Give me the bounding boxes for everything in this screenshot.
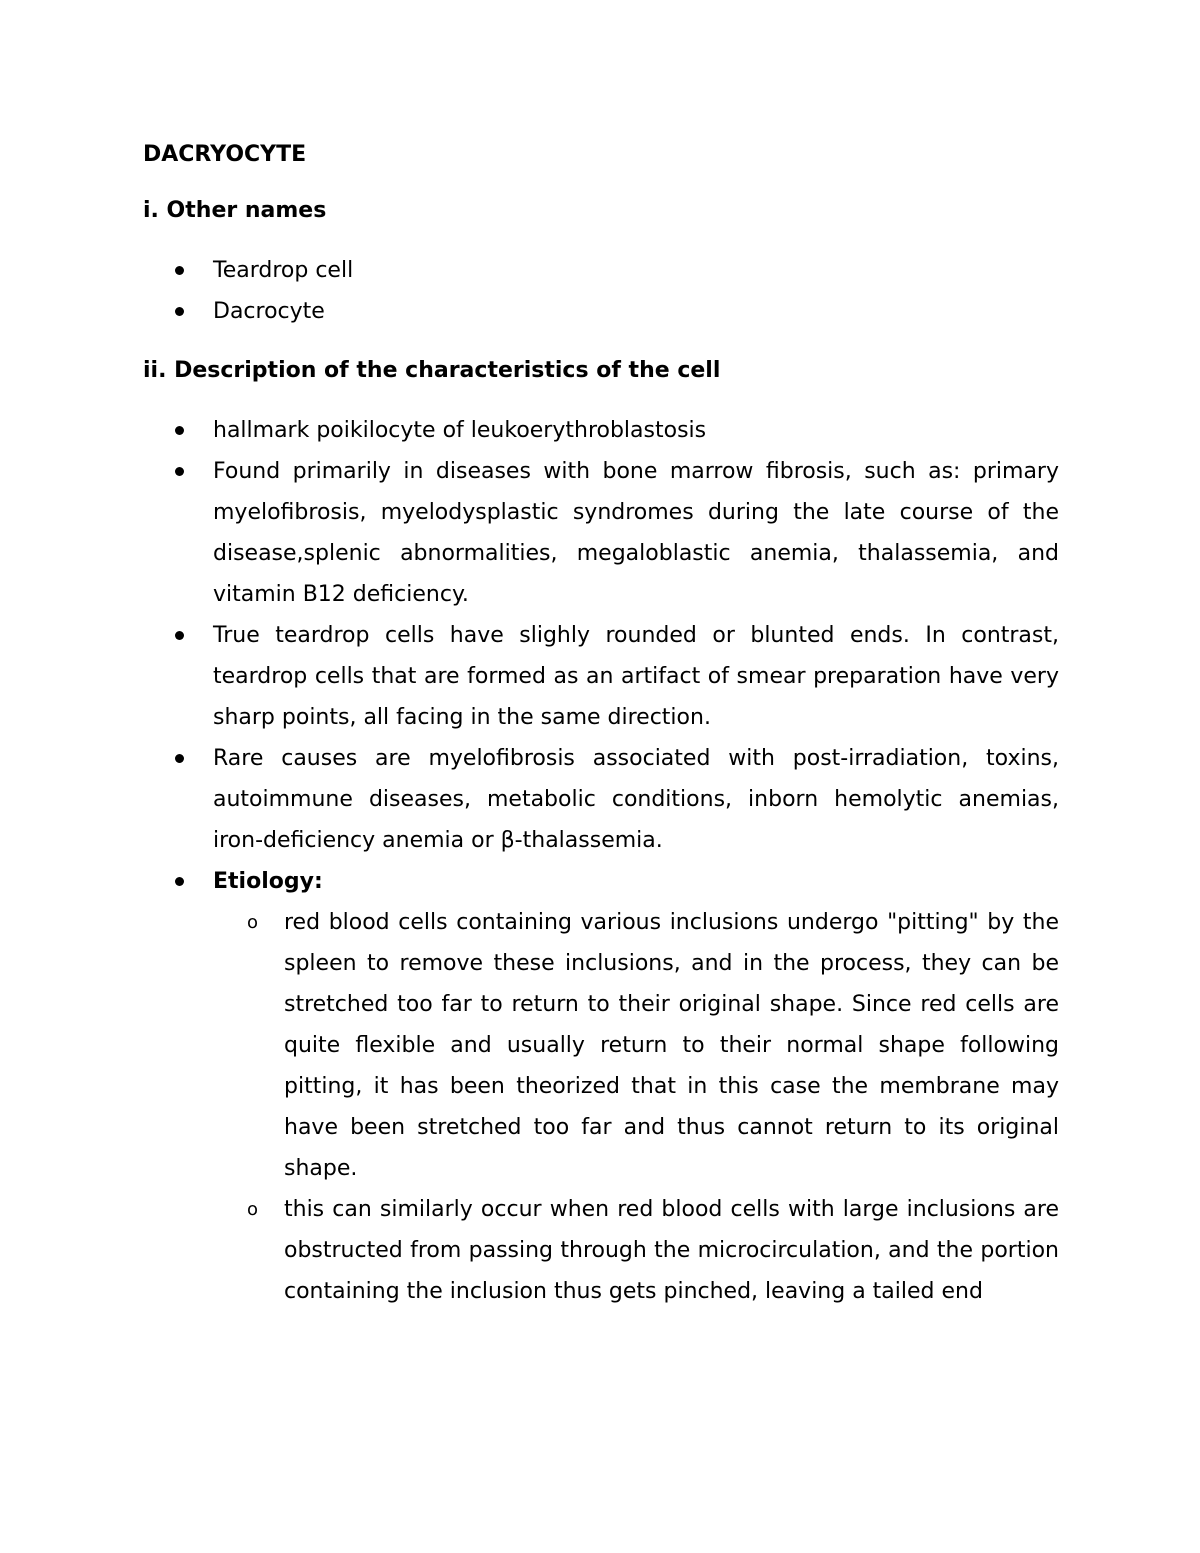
document-page <box>143 138 1059 1334</box>
circle-bullet-icon: o <box>247 1199 259 1220</box>
list-item-text: hallmark poikilocyte of leukoerythroblastosis <box>213 418 707 443</box>
list-item <box>143 410 1059 451</box>
list-item <box>143 250 1059 291</box>
sub-list-item <box>213 1189 1059 1312</box>
section-heading-description: ii. Description of the characteristics of the cell <box>143 358 721 383</box>
circle-bullet-icon: o <box>247 912 259 933</box>
sub-list-item-text: this can similarly occur when red blood cells with large inclusions are obstructed from passing through the microcirculation, and the portion containing the inclusion thus gets pinched, leaving a tailed end <box>284 1197 1059 1304</box>
list-item <box>143 615 1059 738</box>
bullet-icon <box>175 877 184 886</box>
etiology-label: Etiology: <box>213 869 323 894</box>
sub-list-item-text: red blood cells containing various inclusions undergo "pitting" by the spleen to remove these inclusions, and in the process, they can be stretched too far to return to their original shape. Since red cells are quite flexible and usually return to their normal shape following pitting, it has been theorized that in this case the membrane may have been stretched too far and thus cannot return to its original shape. <box>284 910 1059 1181</box>
bullet-icon <box>175 307 184 316</box>
etiology-sublist <box>213 902 1059 1312</box>
other-names-list <box>143 250 1059 332</box>
list-item-text: Dacrocyte <box>213 299 325 324</box>
bullet-icon <box>175 631 184 640</box>
section-heading-other-names: i. Other names <box>143 198 327 223</box>
list-item <box>143 291 1059 332</box>
description-list <box>143 410 1059 1312</box>
bullet-icon <box>175 266 184 275</box>
list-item-text: Found primarily in diseases with bone marrow fibrosis, such as: primary myelofibrosis, myelodysplastic syndromes during the late course of the disease,splenic abnormalities, megaloblastic anemia, thalassemia, and vitamin B12 deficiency. <box>213 459 1059 607</box>
document-title: DACRYOCYTE <box>143 142 307 167</box>
list-item-text: True teardrop cells have slighly rounded or blunted ends. In contrast, teardrop cells that are formed as an artifact of smear preparation have very sharp points, all facing in the same direction. <box>213 623 1059 730</box>
etiology-item <box>143 861 1059 1312</box>
bullet-icon <box>175 754 184 763</box>
list-item <box>143 451 1059 615</box>
list-item <box>143 738 1059 861</box>
sub-list-item <box>213 902 1059 1189</box>
list-item-text: Teardrop cell <box>213 258 354 283</box>
bullet-icon <box>175 426 184 435</box>
bullet-icon <box>175 467 184 476</box>
list-item-text: Rare causes are myelofibrosis associated with post-irradiation, toxins, autoimmune diseases, metabolic conditions, inborn hemolytic anemias, iron-deficiency anemia or β-thalassemia. <box>213 746 1059 853</box>
